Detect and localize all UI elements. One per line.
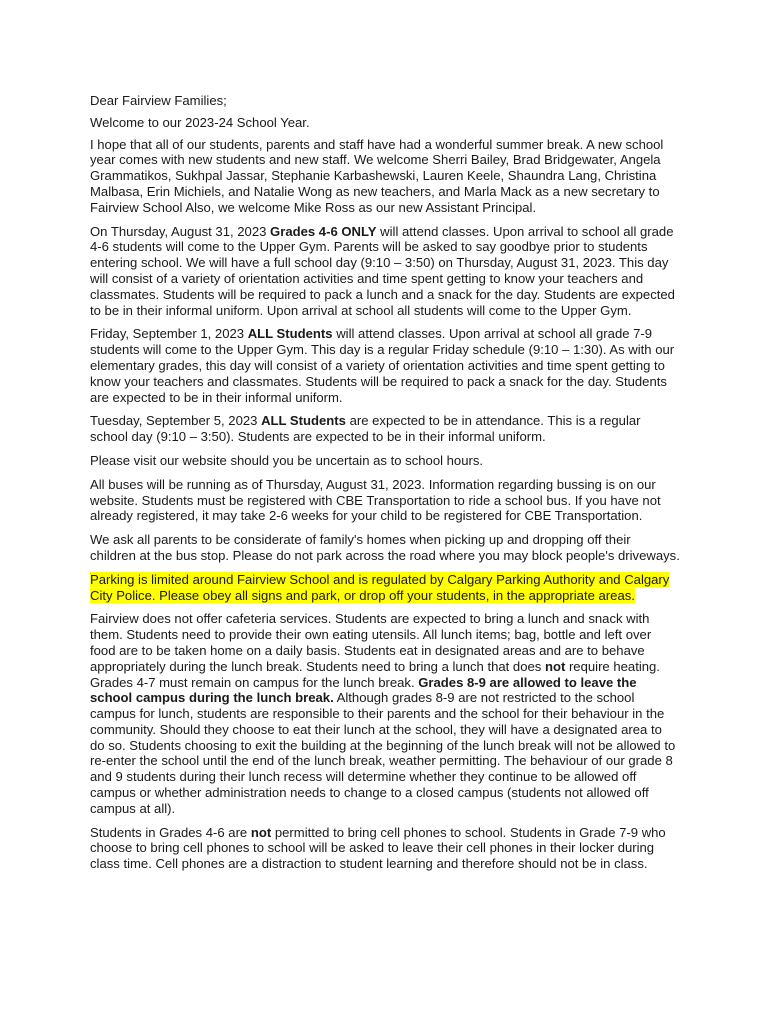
lunch-part-1: Fairview does not offer cafeteria services. Students are expected to bring a lunch and snack with them. Students need to provide their own eating utensils. All lunch items; bag, bottle and left over food are to be taken home on a daily basis. Students eat in designated areas and are to behave appropriately during the lunch break. Students need to bring a lunch that does <box>90 611 652 674</box>
lunch-part-3: Although grades 8-9 are not restricted to the school campus for lunch, students are responsible to their parents and the school for their behaviour in the community. Should they choose to eat their lunch at the school, they will have a designated area to do so. Students choosing to exit the building at the beginning of the lunch break will not be allowed to re-enter the school until the end of the lunch break, weather permitting. The behaviour of our grade 8 and 9 students during their lunch recess will determine whether they continue to be allowed off campus or whether administration needs to change to a closed campus (students not allowed off campus at all). <box>90 690 676 816</box>
lunch-bold-1: not <box>544 658 566 674</box>
lunch-bold-2: Grades 8-9 are allowed to leave the school campus during the lunch break. <box>90 674 637 706</box>
tuesday-paragraph <box>90 413 680 445</box>
phones-post: permitted to bring cell phones to school. Students in Grade 7-9 who choose to bring cell phones to school will be asked to leave their cell phones in their locker during class time. Cell phones are a distraction to student learning and therefore should not be in class. <box>90 824 666 872</box>
letter-body <box>90 93 680 880</box>
friday-pre: Friday, September 1, 2023 <box>90 326 248 342</box>
thursday-pre: On Thursday, August 31, 2023 <box>90 223 271 239</box>
parking-highlight: Parking is limited around Fairview School and is regulated by Calgary Parking Authority and Calgary City Police. Please obey all signs and park, or drop off your students, in the appropriate areas. <box>90 571 670 603</box>
friday-bold: ALL Students <box>247 326 333 342</box>
phones-paragraph <box>90 825 680 872</box>
thursday-paragraph <box>90 224 680 319</box>
friday-post: will attend classes. Upon arrival at school all grade 7-9 students will come to the Upper Gym. This day is a regular Friday schedule (9:10 – 1:30). As with our elementary grades, this day will consist of a variety of orientation activities and time spent getting to know your teachers and classmates. Students will be required to pack a snack for the day. Students are expected to be in their informal uniform. <box>90 326 675 405</box>
lunch-paragraph <box>90 611 680 816</box>
phones-bold: not <box>250 824 272 840</box>
welcome-line: Welcome to our 2023-24 School Year. <box>90 114 310 130</box>
phones-pre: Students in Grades 4-6 are <box>90 824 251 840</box>
friday-paragraph <box>90 326 680 405</box>
tuesday-pre: Tuesday, September 5, 2023 <box>90 413 262 429</box>
salutation: Dear Fairview Families; <box>90 93 227 108</box>
thursday-bold: Grades 4-6 ONLY <box>270 223 377 239</box>
parking-paragraph <box>90 572 680 604</box>
intro-paragraph: I hope that all of our students, parents and staff have had a wonderful summer break. A new school year comes with new students and new staff. We welcome Sherri Bailey, Brad Bridgewater, Angela Grammatikos, Sukhpal Jassar, Stephanie Karbashewski, Lauren Keele, Shaundra Lang, Christina Malbasa, Erin Michiels, and Natalie Wong as new teachers, and Marla Mack as a new secretary to Fairview School Also, we welcome Mike Ross as our new Assistant Principal. <box>90 136 664 215</box>
lunch-part-2: require heating. Grades 4-7 must remain on campus for the lunch break. <box>90 658 660 690</box>
website-paragraph: Please visit our website should you be uncertain as to school hours. <box>90 452 484 468</box>
considerate-paragraph: We ask all parents to be considerate of family's homes when picking up and dropping off their children at the bus stop. Please do not park across the road where you may block people's driveways. <box>90 532 680 563</box>
tuesday-bold: ALL Students <box>261 413 346 429</box>
tuesday-post: are expected to be in attendance. This is a regular school day (9:10 – 3:50). Students are expected to be in their informal uniform. <box>90 413 641 445</box>
thursday-post: will attend classes. Upon arrival to school all grade 4-6 students will come to the Upper Gym. Parents will be asked to say goodbye prior to students entering school. We will have a full school day (9:10 – 3:50) on Thursday, August 31, 2023. This day will consist of a variety of orientation activities and time spent getting to know your teachers and classmates. Students will be required to pack a lunch and a snack for the day. Students are expected to be in their informal uniform. Upon arrival at school all students will come to the Upper Gym. <box>90 223 675 318</box>
buses-paragraph: All buses will be running as of Thursday, August 31, 2023. Information regarding bussing is on our website. Students must be registered with CBE Transportation to ride a school bus. If you have not already registered, it may take 2-6 weeks for your child to be registered for CBE Transportation. <box>90 476 661 524</box>
